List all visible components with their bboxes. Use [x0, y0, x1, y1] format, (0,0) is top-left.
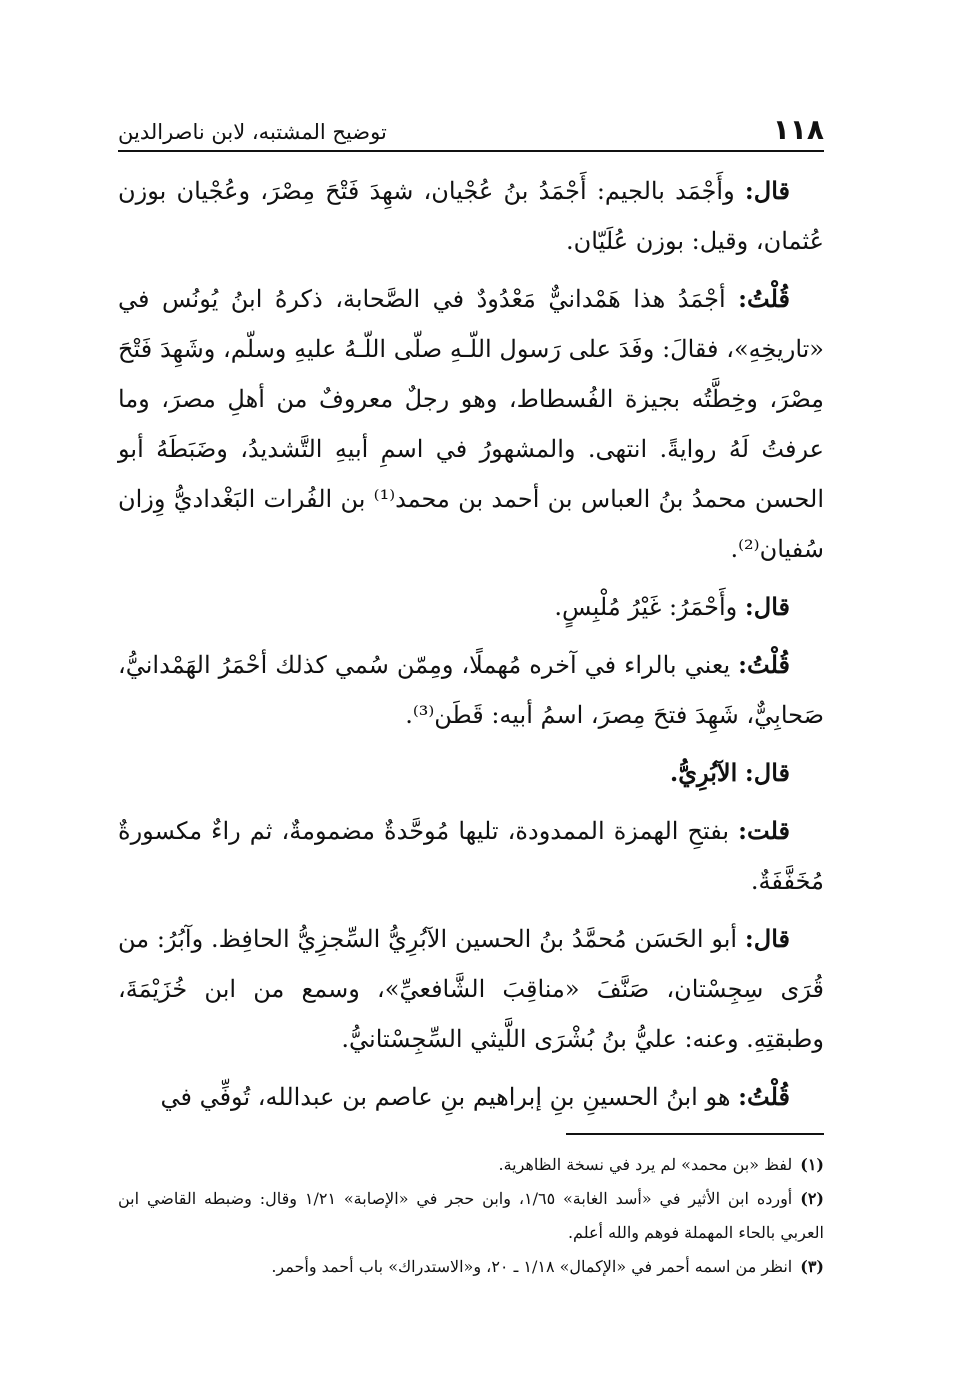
paragraph-lead: قلت: [738, 816, 790, 845]
page-number: ١١٨ [772, 113, 824, 146]
running-title: توضيح المشتبه، لابن ناصرالدين [118, 120, 387, 144]
page-header [118, 104, 824, 148]
footnote [118, 1250, 824, 1284]
paragraph-text: أجْمَدُ هذا هَمْدانيٌّ مَعْدُودٌ في الصَّحابة، ذكرهُ ابنُ يُونُس في «تاريخِهِ»، فقالَ: وفَدَ على رَسول اللّـهِ صلّى اللّـهُ عليهِ وسلّم، وشَهِدَ فَتْحَ مِصْرَ، وخِطَّتُه بجيزة الفُسطاط، وهو رجلٌ معروفٌ من أهلِ مصرَ، وما عرفتُ لَهُ روايةً. انتهى. والمشهورُ في اسمِ أبيهِ التَّشديدُ، وضَبَطَهُ أبو الحسن محمدُ بنُ العباس بن أحمد بن محمد⁽¹⁾ بن الفُرات البَغْداديُّ وِزان سُفيان⁽²⁾. [118, 285, 824, 563]
paragraph-text: بفتحِ الهمزة الممدودة، تليها مُوحَّدةٌ مضمومةٌ، ثم راءٌ مكسورةٌ مُخَفَّفَةٌ. [118, 817, 824, 895]
footnote-number: (٢) [800, 1189, 824, 1208]
footnote-text: انظر من اسمه أحمر في «الإكمال» ١/١٨ ـ ٢٠، و«الاستدراك» باب أحمد وأحمر. [271, 1257, 793, 1276]
paragraph [118, 274, 824, 574]
paragraph [118, 640, 824, 740]
paragraph-lead: قال: [744, 176, 790, 205]
paragraph [118, 166, 824, 266]
footnote-number: (٣) [800, 1257, 824, 1276]
footnote-text: لفظ «بن محمد» لم يرد في نسخة الظاهرية. [498, 1155, 793, 1174]
paragraph-lead: قال: [744, 758, 790, 787]
paragraph-text: وأَجْمَد بالجيم: أَجْمَدُ بنُ عُجْيان، شهِدَ فَتْحَ مِصْرَ، وعُجْيان بوزن عُثمان، وقيل: بوزن عُلَيّان. [118, 177, 824, 255]
footnotes [118, 1148, 824, 1284]
paragraph-text: يعني بالراء في آخره مُهملًا، ومِمّن سُمي كذلك أحْمَرُ الهَمْدانيُّ، صَحابِيٌّ، شَهِدَ فتحَ مِصرَ، اسمُ أبيه: قَطَن⁽³⁾. [118, 651, 824, 729]
paragraph [118, 806, 824, 906]
paragraph [118, 1072, 824, 1122]
paragraph-lead: قال: [744, 592, 790, 621]
footnote-number: (١) [800, 1155, 824, 1174]
paragraph-text: الآبُرِيُّ. [669, 758, 738, 787]
footnote [118, 1182, 824, 1250]
paragraph [118, 582, 824, 632]
paragraph-lead: قُلْتُ: [738, 284, 791, 313]
paragraph-lead: قُلْتُ: [738, 650, 790, 679]
paragraph-lead: قال: [744, 924, 790, 953]
paragraph-text: وأَحْمَرُ: غَيْرُ مُلْبِسٍ. [554, 593, 738, 621]
paragraph [118, 914, 824, 1064]
paragraph-text: هو ابنُ الحسينِ بنِ إبراهيم بنِ عاصم بن عبدالله، تُوفِّي في [160, 1083, 731, 1111]
main-text [118, 166, 824, 1130]
paragraph [118, 748, 824, 798]
footnote-text: أورده ابن الأثير في «أسد الغابة» ١/٦٥، وابن حجر في «الإصابة» ١/٢١ وقال: وضبطه القاضي ابن العربي بالحاء المهملة فوهم والله أعلم. [118, 1189, 824, 1242]
paragraph-lead: قُلْتُ: [738, 1082, 790, 1111]
paragraph-text: أبو الحَسَن مُحمَّدُ بنُ الحسين الآبُرِيُّ السِّجزِيُّ الحافِظ. وآبُرُ: من قُرَى سِجِسْتان، صَنَّفَ «مناقِبَ الشَّافعيِّ»، وسمع من ابن خُزَيْمَةَ، وطبقتِهِ. وعنه: عليُّ بنُ بُشْرَى اللَّيثي السِّجِسْتانيُّ. [118, 925, 824, 1053]
footnote-rule [566, 1133, 824, 1135]
header-rule [118, 150, 824, 152]
footnote [118, 1148, 824, 1182]
